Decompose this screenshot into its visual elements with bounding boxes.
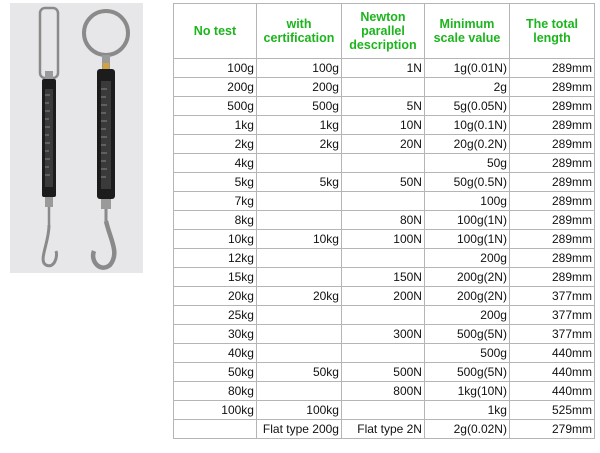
- cell-no-test: 40kg: [174, 344, 257, 363]
- cell-no-test: 2kg: [174, 135, 257, 154]
- cell-newton: 800N: [342, 382, 425, 401]
- cell-total-length: 289mm: [510, 154, 595, 173]
- table-row: [174, 211, 595, 230]
- cell-no-test: 8kg: [174, 211, 257, 230]
- column-header-minimum-scale: Minimum scale value: [425, 4, 510, 59]
- table-row: [174, 97, 595, 116]
- table-row: [174, 344, 595, 363]
- spring-scales-illustration: [10, 3, 143, 273]
- cell-total-length: 377mm: [510, 325, 595, 344]
- cell-newton: 80N: [342, 211, 425, 230]
- column-header-newton: Newton parallel description: [342, 4, 425, 59]
- cell-newton: 50N: [342, 173, 425, 192]
- column-header-with-certification: with certification: [257, 4, 342, 59]
- cell-minimum-scale: 1kg(10N): [425, 382, 510, 401]
- cell-with-certification: [257, 211, 342, 230]
- cell-newton: [342, 192, 425, 211]
- table-row: [174, 325, 595, 344]
- cell-minimum-scale: 500g(5N): [425, 325, 510, 344]
- cell-minimum-scale: 50g: [425, 154, 510, 173]
- column-header-total-length: The total length: [510, 4, 595, 59]
- cell-with-certification: 100kg: [257, 401, 342, 420]
- table-body: [174, 59, 595, 439]
- table-row: [174, 116, 595, 135]
- table-row: [174, 192, 595, 211]
- cell-total-length: 289mm: [510, 173, 595, 192]
- cell-total-length: 279mm: [510, 420, 595, 439]
- cell-no-test: 5kg: [174, 173, 257, 192]
- cell-total-length: 289mm: [510, 249, 595, 268]
- cell-with-certification: 20kg: [257, 287, 342, 306]
- cell-total-length: 289mm: [510, 211, 595, 230]
- cell-minimum-scale: 100g(1N): [425, 211, 510, 230]
- cell-minimum-scale: 200g: [425, 306, 510, 325]
- cell-total-length: 289mm: [510, 230, 595, 249]
- cell-newton: 5N: [342, 97, 425, 116]
- cell-total-length: 289mm: [510, 192, 595, 211]
- cell-minimum-scale: 2g: [425, 78, 510, 97]
- cell-with-certification: 5kg: [257, 173, 342, 192]
- cell-minimum-scale: 200g(2N): [425, 268, 510, 287]
- right-spring-scale: [84, 11, 128, 268]
- left-spring-scale: [40, 8, 58, 266]
- cell-total-length: 289mm: [510, 135, 595, 154]
- cell-newton: 10N: [342, 116, 425, 135]
- cell-no-test: 1kg: [174, 116, 257, 135]
- cell-with-certification: 2kg: [257, 135, 342, 154]
- cell-newton: 300N: [342, 325, 425, 344]
- cell-minimum-scale: 100g(1N): [425, 230, 510, 249]
- cell-minimum-scale: 2g(0.02N): [425, 420, 510, 439]
- cell-with-certification: 200g: [257, 78, 342, 97]
- cell-newton: Flat type 2N: [342, 420, 425, 439]
- cell-newton: [342, 306, 425, 325]
- cell-no-test: 500g: [174, 97, 257, 116]
- table-row: [174, 268, 595, 287]
- cell-with-certification: Flat type 200g: [257, 420, 342, 439]
- cell-no-test: 100kg: [174, 401, 257, 420]
- cell-total-length: 377mm: [510, 306, 595, 325]
- cell-newton: 20N: [342, 135, 425, 154]
- cell-newton: [342, 401, 425, 420]
- cell-total-length: 289mm: [510, 59, 595, 78]
- cell-newton: 150N: [342, 268, 425, 287]
- table-row: [174, 306, 595, 325]
- cell-minimum-scale: 100g: [425, 192, 510, 211]
- cell-total-length: 289mm: [510, 268, 595, 287]
- cell-total-length: 289mm: [510, 78, 595, 97]
- table-row: [174, 135, 595, 154]
- cell-minimum-scale: 1kg: [425, 401, 510, 420]
- cell-minimum-scale: 50g(0.5N): [425, 173, 510, 192]
- cell-minimum-scale: 5g(0.05N): [425, 97, 510, 116]
- cell-with-certification: [257, 249, 342, 268]
- cell-total-length: 377mm: [510, 287, 595, 306]
- cell-with-certification: [257, 325, 342, 344]
- table-row: [174, 420, 595, 439]
- cell-no-test: 30kg: [174, 325, 257, 344]
- cell-newton: 1N: [342, 59, 425, 78]
- cell-newton: [342, 344, 425, 363]
- table-row: [174, 249, 595, 268]
- cell-no-test: 50kg: [174, 363, 257, 382]
- cell-with-certification: [257, 306, 342, 325]
- cell-minimum-scale: 1g(0.01N): [425, 59, 510, 78]
- cell-total-length: 440mm: [510, 363, 595, 382]
- cell-newton: [342, 78, 425, 97]
- cell-with-certification: [257, 268, 342, 287]
- cell-with-certification: [257, 382, 342, 401]
- cell-no-test: 15kg: [174, 268, 257, 287]
- cell-no-test: 100g: [174, 59, 257, 78]
- table-row: [174, 59, 595, 78]
- cell-with-certification: [257, 154, 342, 173]
- table-row: [174, 173, 595, 192]
- table-header-row: [174, 4, 595, 59]
- cell-no-test: 200g: [174, 78, 257, 97]
- cell-newton: [342, 249, 425, 268]
- cell-with-certification: 50kg: [257, 363, 342, 382]
- cell-minimum-scale: 200g(2N): [425, 287, 510, 306]
- table-row: [174, 78, 595, 97]
- cell-total-length: 289mm: [510, 116, 595, 135]
- cell-minimum-scale: 10g(0.1N): [425, 116, 510, 135]
- cell-with-certification: [257, 192, 342, 211]
- cell-no-test: 20kg: [174, 287, 257, 306]
- cell-minimum-scale: 200g: [425, 249, 510, 268]
- cell-with-certification: 10kg: [257, 230, 342, 249]
- table-row: [174, 230, 595, 249]
- table-row: [174, 154, 595, 173]
- cell-total-length: 440mm: [510, 344, 595, 363]
- table-row: [174, 363, 595, 382]
- cell-with-certification: [257, 344, 342, 363]
- column-header-no-test: No test: [174, 4, 257, 59]
- table-row: [174, 401, 595, 420]
- cell-minimum-scale: 500g(5N): [425, 363, 510, 382]
- cell-no-test: 10kg: [174, 230, 257, 249]
- cell-no-test: 25kg: [174, 306, 257, 325]
- cell-with-certification: 100g: [257, 59, 342, 78]
- table-row: [174, 382, 595, 401]
- cell-no-test: 80kg: [174, 382, 257, 401]
- cell-total-length: 289mm: [510, 97, 595, 116]
- cell-with-certification: 500g: [257, 97, 342, 116]
- cell-minimum-scale: 20g(0.2N): [425, 135, 510, 154]
- cell-no-test: [174, 420, 257, 439]
- cell-newton: 500N: [342, 363, 425, 382]
- cell-newton: [342, 154, 425, 173]
- cell-no-test: 12kg: [174, 249, 257, 268]
- spec-table: [173, 3, 595, 439]
- cell-no-test: 4kg: [174, 154, 257, 173]
- table-row: [174, 287, 595, 306]
- cell-total-length: 525mm: [510, 401, 595, 420]
- cell-newton: 100N: [342, 230, 425, 249]
- product-photo: [10, 3, 143, 273]
- cell-newton: 200N: [342, 287, 425, 306]
- cell-minimum-scale: 500g: [425, 344, 510, 363]
- cell-total-length: 440mm: [510, 382, 595, 401]
- cell-with-certification: 1kg: [257, 116, 342, 135]
- cell-no-test: 7kg: [174, 192, 257, 211]
